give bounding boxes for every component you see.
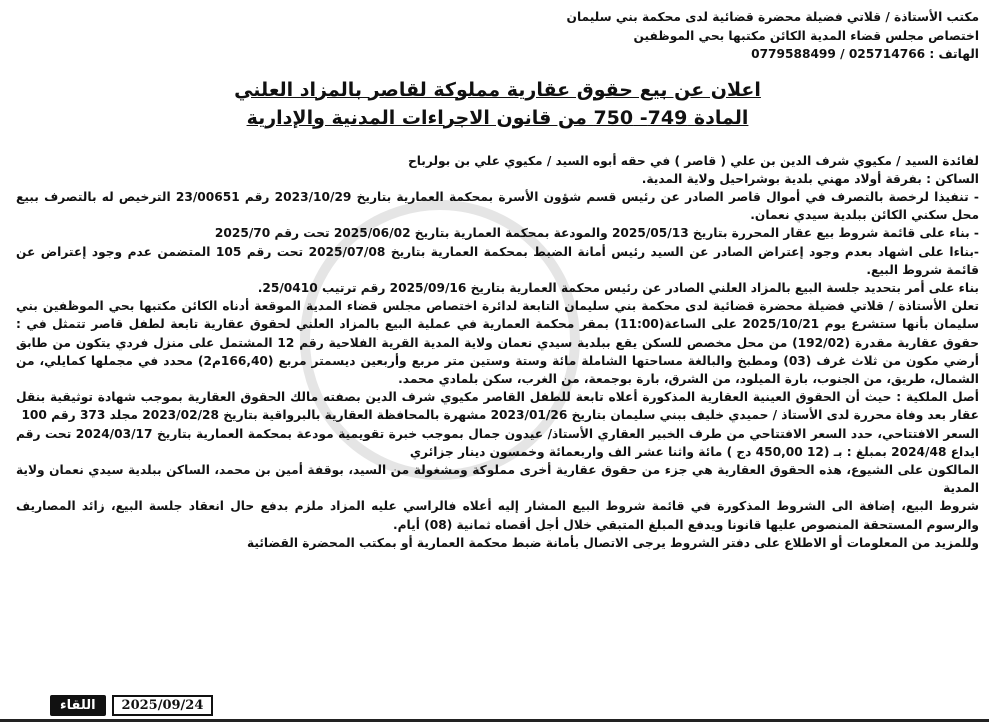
- publication-date: 2025/09/24: [112, 695, 214, 716]
- body-paragraph: أصل الملكية : حيث أن الحقوق العينية العقارية المذكورة أعلاه تابعة للطفل القاصر مكيوي شرف الدين بصفته مالك الحقوق العقارية بموجب شهادة توثيقية بنقل عقار بعد وفاة محررة لدى الأستاذ / حميدي خليف ببني سليمان بتاريخ 2023/01/26 مشهرة بالمحافظة العقارية بالبرواقية بتاريخ 2023/02/28 مجلد 373 رقم 100: [16, 390, 979, 423]
- body-paragraph: - بناء على قائمة شروط بيع عقار المحررة بتاريخ 2025/05/13 والمودعة بمحكمة العمارية بتاريخ 2025/06/02 تحت رقم 2025/70: [214, 226, 979, 241]
- phone-label: الهاتف :: [929, 47, 979, 61]
- body-paragraph: المالكون على الشيوع، هذه الحقوق العقارية هي جزء من حقوق عقارية أخرى مملوكة ومشغولة من السيد، بوقفة أمين بن محمد، الساكن ببلدية سيدي نعمان ولاية المدية: [16, 462, 979, 496]
- body-paragraph: تعلن الأستاذة / قلاتي فضيلة محضرة قضائية لدى محكمة بني سليمان التابعة لدائرة اختصاص مجلس قضاء المدية الموقعة أدناه الكائن مكتبها بحي الموظفين بني سليمان بأنها ستشرع يوم 2025/10/21 على الساعة(11:00) بمقر محكمة العمارية في عملية البيع بالمزاد العلني لحقوق عقارية تابعة لطفل قاصر تتمثل في : حقوق عقارية مقدرة (192/02) من محل مخصص للسكن يقع ببلدية سيدي نعمان ولاية المدية القرية الفلاحية رقم 12 المشتمل على منزل فردي يتكون من طابق أرضي مكون من ثلاث غرف (03) ومطبخ والبالغة مساحتها الشاملة مائة وستة وستين متر مربع وأربعين ديسمتر مربع (166,40م2) محدد في مجملها كمايلي، من الشمال، طريق، من الجنوب، بارة الميلود، من الشرق، بارة بوجمعة، من الغرب، سكن بلمادي محمد.: [16, 299, 979, 386]
- body-paragraph: -بناءا على اشهاد بعدم وجود إعتراض الصادر عن السيد رئيس أمانة الضبط بمحكمة العمارية بتاريخ 2025/07/08 تحت رقم 105 المتضمن عدم وجود إعتراض عن قائمة شروط البيع.: [16, 244, 979, 277]
- publication-footer: [50, 695, 213, 716]
- title-line-1: اعلان عن بيع حقوق عقارية مملوكة لقاصر بالمزاد العلني: [234, 78, 761, 101]
- body-paragraph: لفائدة السيد / مكيوي شرف الدين بن علي ( قاصر ) في حقه أبوه السيد / مكيوي علي بن بولرباح: [407, 153, 979, 168]
- office-line-2: اختصاص مجلس قضاء المدية الكائن مكتبها بحي الموظفين: [633, 28, 979, 43]
- body-paragraph: بناء على أمر بتحديد جلسة البيع بالمزاد العلني الصادر عن رئيس محكمة العمارية بتاريخ 2025/09/16 رقم ترتيب 25/0410.: [257, 280, 979, 295]
- body-paragraph: السعر الافتتاحي، حدد السعر الافتتاحي من طرف الخبير العقاري الأستاذ/ عيدون جمال بموجب خبرة تقويمية مودعة بمحكمة العمارية بتاريخ 2024/03/17 تحت رقم ايداع 2024/48 بمبلغ : بـ (12 450,00 دج ) مائة واثنا عشر الف واربعمائة وخمسون دينار جزائري: [16, 426, 979, 459]
- body-paragraph: - تنفيذا لرخصة بالتصرف في أموال قاصر الصادر عن رئيس قسم شؤون الأسرة بمحكمة العمارية بتاريخ 2023/10/29 رقم 23/00651 الترخيص له بالتصرف ببيع محل سكني الكائن ببلدية سيدي نعمان.: [16, 189, 979, 223]
- office-header: [16, 8, 979, 64]
- office-line-1: مكتب الأستاذة / قلاتي فضيلة محضرة قضائية لدى محكمة بني سليمان: [566, 10, 979, 24]
- office-phone: [16, 45, 979, 64]
- body-paragraph: شروط البيع، إضافة الى الشروط المذكورة في قائمة شروط البيع المشار إليه أعلاه فالراسي عليه المزاد ملزم بدفع حال انعقاد جلسة البيع، زائد المصاريف والرسوم المستحقة المنصوص عليها قانونا ويدفع المبلغ المتبقي خلال أجل أقصاه ثمانية (08) أيام.: [16, 499, 979, 532]
- phone-numbers: 0779588499 / 025714766: [751, 47, 926, 61]
- body-paragraph: الساكن : بفرقة أولاد مهني بلدية بوشراحيل ولاية المدية.: [641, 171, 979, 186]
- title-line-2: المادة 749- 750 من قانون الاجراءات المدنية والإدارية: [246, 106, 749, 129]
- newspaper-name: اللقاء: [50, 695, 106, 716]
- body-paragraph: وللمزيد من المعلومات أو الاطلاع على دفتر الشروط يرجى الاتصال بأمانة ضبط محكمة العمارية أو بمكتب المحضرة القضائية: [246, 535, 979, 550]
- announcement-body: [16, 152, 979, 552]
- announcement-title: [16, 76, 979, 132]
